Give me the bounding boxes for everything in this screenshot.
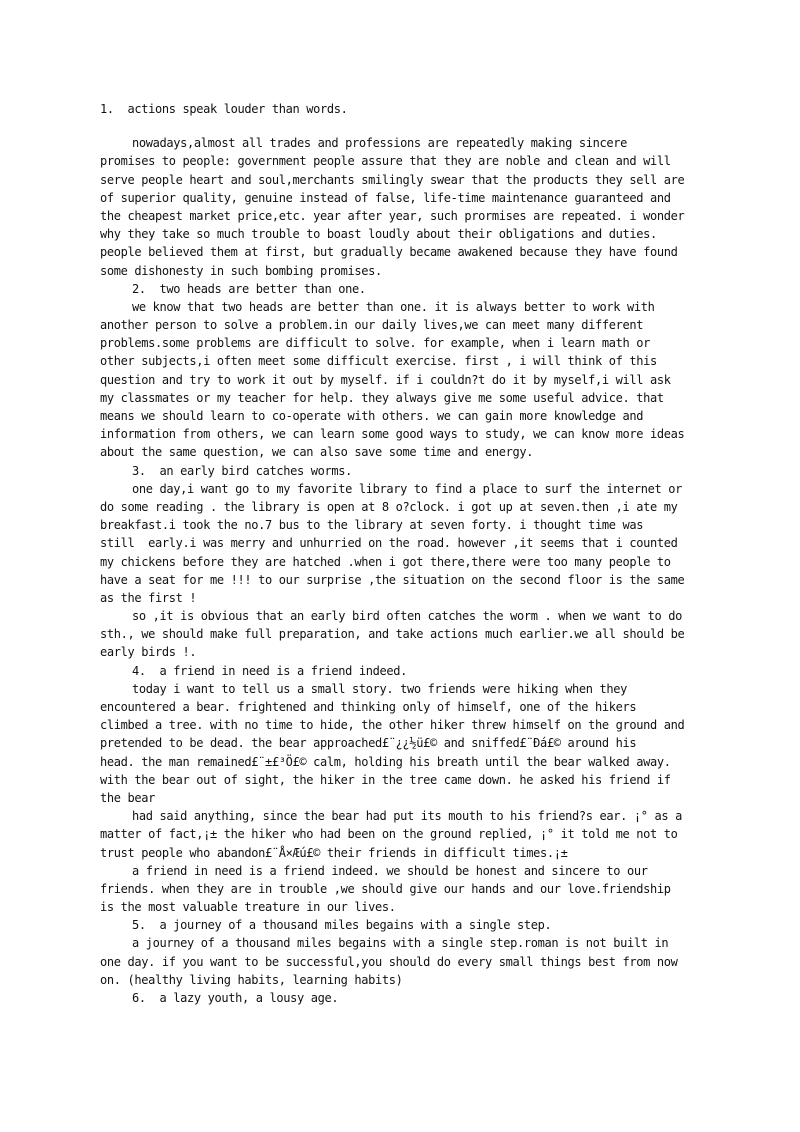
document-text-line: one day. if you want to be successful,you should do every small things best from now (100, 954, 678, 969)
document-text-line: we know that two heads are better than one. it is always better to work with (132, 299, 655, 314)
document-text-line: means we should learn to co-operate with others. we can gain more knowledge and (100, 409, 644, 423)
document-text-line: my chickens before they are hatched .when i got there,there were too many people to (100, 554, 671, 569)
document-text-line: early birds !. (100, 645, 197, 660)
paragraph-gap (100, 118, 700, 134)
document-text-line: is the most valuable treature in our lives. (100, 900, 396, 915)
document-text-line: had said anything, since the bear had put its mouth to his friend?s ear. ¡° as a (132, 809, 682, 824)
document-text-line: 3. an early bird catches worms. (132, 463, 352, 478)
document-text-line: head. the man remained£¨±£³Ö£© calm, holding his breath until the bear walked away. (100, 754, 671, 769)
document-text-line: some dishonesty in such bombing promises. (100, 263, 382, 278)
document-text-line: 2. two heads are better than one. (132, 281, 366, 296)
document-text-line: with the bear out of sight, the hiker in the tree came down. he asked his friend if (100, 772, 671, 787)
document-text-line: 4. a friend in need is a friend indeed. (132, 663, 407, 678)
document-text-line: my classmates or my teacher for help. they always give me some useful advice. that (100, 390, 664, 405)
document-text-line: the cheapest market price,etc. year after year, such prormises are repeated. i wonder (100, 208, 685, 223)
document-text-line: serve people heart and soul,merchants smilingly swear that the products they sell are (100, 172, 685, 187)
document-text-line: 1. actions speak louder than words. (100, 102, 348, 116)
document-text-line: breakfast.i took the no.7 bus to the library at seven forty. i thought time was (100, 518, 644, 533)
document-text-line: people believed them at first, but gradually became awakened because they have found (100, 245, 678, 260)
document-text-line: climbed a tree. with no time to hide, the other hiker threw himself on the ground and (100, 718, 685, 733)
document-text-line: encountered a bear. frightened and thinking only of himself, one of the hikers (100, 700, 637, 714)
document-text-line: question and try to work it out by myself. if i couldn?t do it by myself,i will ask (100, 372, 671, 387)
document-text-line: matter of fact,¡± the hiker who had been on the ground replied, ¡° it told me not to (100, 827, 678, 842)
document-text-line: of superior quality, genuine instead of false, life-time maintenance guaranteed and (100, 190, 671, 205)
document-text-line: so ,it is obvious that an early bird often catches the worm . when we want to do (132, 609, 682, 624)
document-text-line: promises to people: government people assure that they are noble and clean and will (100, 154, 671, 169)
document-text-line: sth., we should make full preparation, and take actions much earlier.we all should be (100, 627, 685, 642)
document-text-line: another person to solve a problem.in our daily lives,we can meet many different (100, 318, 644, 333)
document-text-line: have a seat for me !!! to our surprise ,the situation on the second floor is the same (100, 572, 685, 587)
document-text-line: nowadays,almost all trades and professions are repeatedly making sincere (132, 136, 627, 151)
document-text-line: still early.i was merry and unhurried on the road. however ,it seems that i counted (100, 536, 678, 551)
document-text-line: 5. a journey of a thousand miles begains with a single step. (132, 918, 552, 933)
document-text-line: friends. when they are in trouble ,we should give our hands and our love.friendship (100, 881, 671, 896)
document-text-line: the bear (100, 790, 155, 805)
document-body (100, 100, 700, 1007)
document-text-line: about the same question, we can also save some time and energy. (100, 445, 534, 460)
document-text-line: other subjects,i often meet some difficult exercise. first , i will think of this (100, 354, 657, 369)
document-text-line: a journey of a thousand miles begains with a single step.roman is not built in (132, 936, 669, 951)
document-text-line: as the first ! (100, 590, 197, 605)
document-text-line: information from others, we can learn some good ways to study, we can know more ideas (100, 427, 685, 442)
document-text-line: pretended to be dead. the bear approached£¨¿¿½ü£© and sniffed£¨Ðá£© around his (100, 736, 637, 751)
document-text-line: why they take so much trouble to boast loudly about their obligations and duties. (100, 227, 657, 242)
document-text-line: today i want to tell us a small story. two friends were hiking when they (132, 681, 627, 696)
document-text-line: do some reading . the library is open at 8 o?clock. i got up at seven.then ,i ate my (100, 499, 678, 514)
document-text-line: a friend in need is a friend indeed. we should be honest and sincere to our (132, 863, 648, 878)
document-text-line: on. (healthy living habits, learning habits) (100, 972, 403, 987)
document-text-line: 6. a lazy youth, a lousy age. (132, 991, 339, 1005)
document-text-line: one day,i want go to my favorite library to find a place to surf the internet or (132, 481, 682, 496)
document-text-line: trust people who abandon£¨Å×Æú£© their friends in difficult times.¡± (100, 845, 568, 860)
document-text-line: problems.some problems are difficult to solve. for example, when i learn math or (100, 336, 650, 351)
